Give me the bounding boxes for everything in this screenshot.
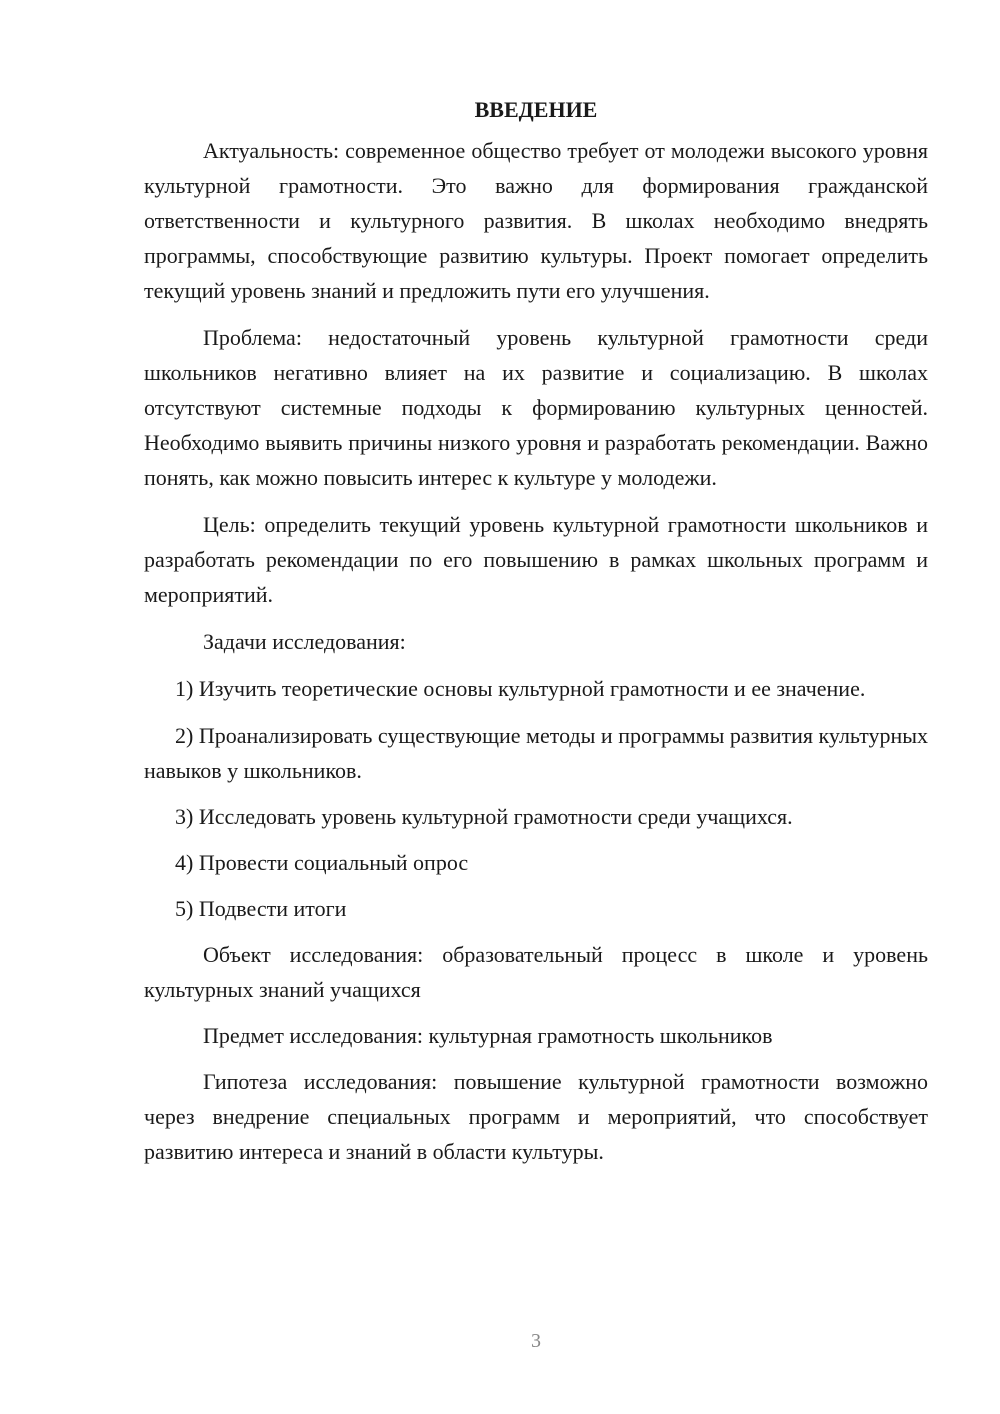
document-page bbox=[144, 90, 928, 1169]
hypothesis-paragraph: Гипотеза исследования: повышение культурной грамотности возможно через внедрение специальных программ и мероприятий, что способствует развитию интереса и знаний в области культуры. bbox=[144, 1069, 928, 1164]
task-item: 4) Провести социальный опрос bbox=[175, 850, 469, 875]
section-heading: ВВЕДЕНИЕ bbox=[474, 97, 598, 122]
subject-paragraph: Предмет исследования: культурная грамотность школьников bbox=[203, 1023, 773, 1048]
problem-paragraph: Проблема: недостаточный уровень культурной грамотности среди школьников негативно влияет на их развитие и социализацию. В школах отсутствуют системные подходы к формированию культурных ценностей. Необходимо выявить причины низкого уровня и разработать рекомендации. Важно понять, как можно повысить интерес к культуре у молодежи. bbox=[144, 325, 928, 490]
object-paragraph: Объект исследования: образовательный процесс в школе и уровень культурных знаний учащихся bbox=[144, 942, 928, 1002]
task-item: 2) Проанализировать существующие методы и программы развития культурных навыков у школьников. bbox=[144, 723, 928, 783]
task-item: 3) Исследовать уровень культурной грамотности среди учащихся. bbox=[175, 804, 793, 829]
relevance-paragraph: Актуальность: современное общество требует от молодежи высокого уровня культурной грамотности. Это важно для формирования гражданской ответственности и культурного развития. В школах необходимо внедрять программы, способствующие развитию культуры. Проект помогает определить текущий уровень знаний и предложить пути его улучшения. bbox=[144, 138, 928, 303]
task-item: 1) Изучить теоретические основы культурной грамотности и ее значение. bbox=[175, 676, 866, 701]
goal-paragraph: Цель: определить текущий уровень культурной грамотности школьников и разработать рекомендации по его повышению в рамках школьных программ и мероприятий. bbox=[144, 512, 928, 607]
tasks-title: Задачи исследования: bbox=[203, 629, 406, 654]
page-number: 3 bbox=[531, 1330, 541, 1352]
task-item: 5) Подвести итоги bbox=[175, 896, 347, 921]
